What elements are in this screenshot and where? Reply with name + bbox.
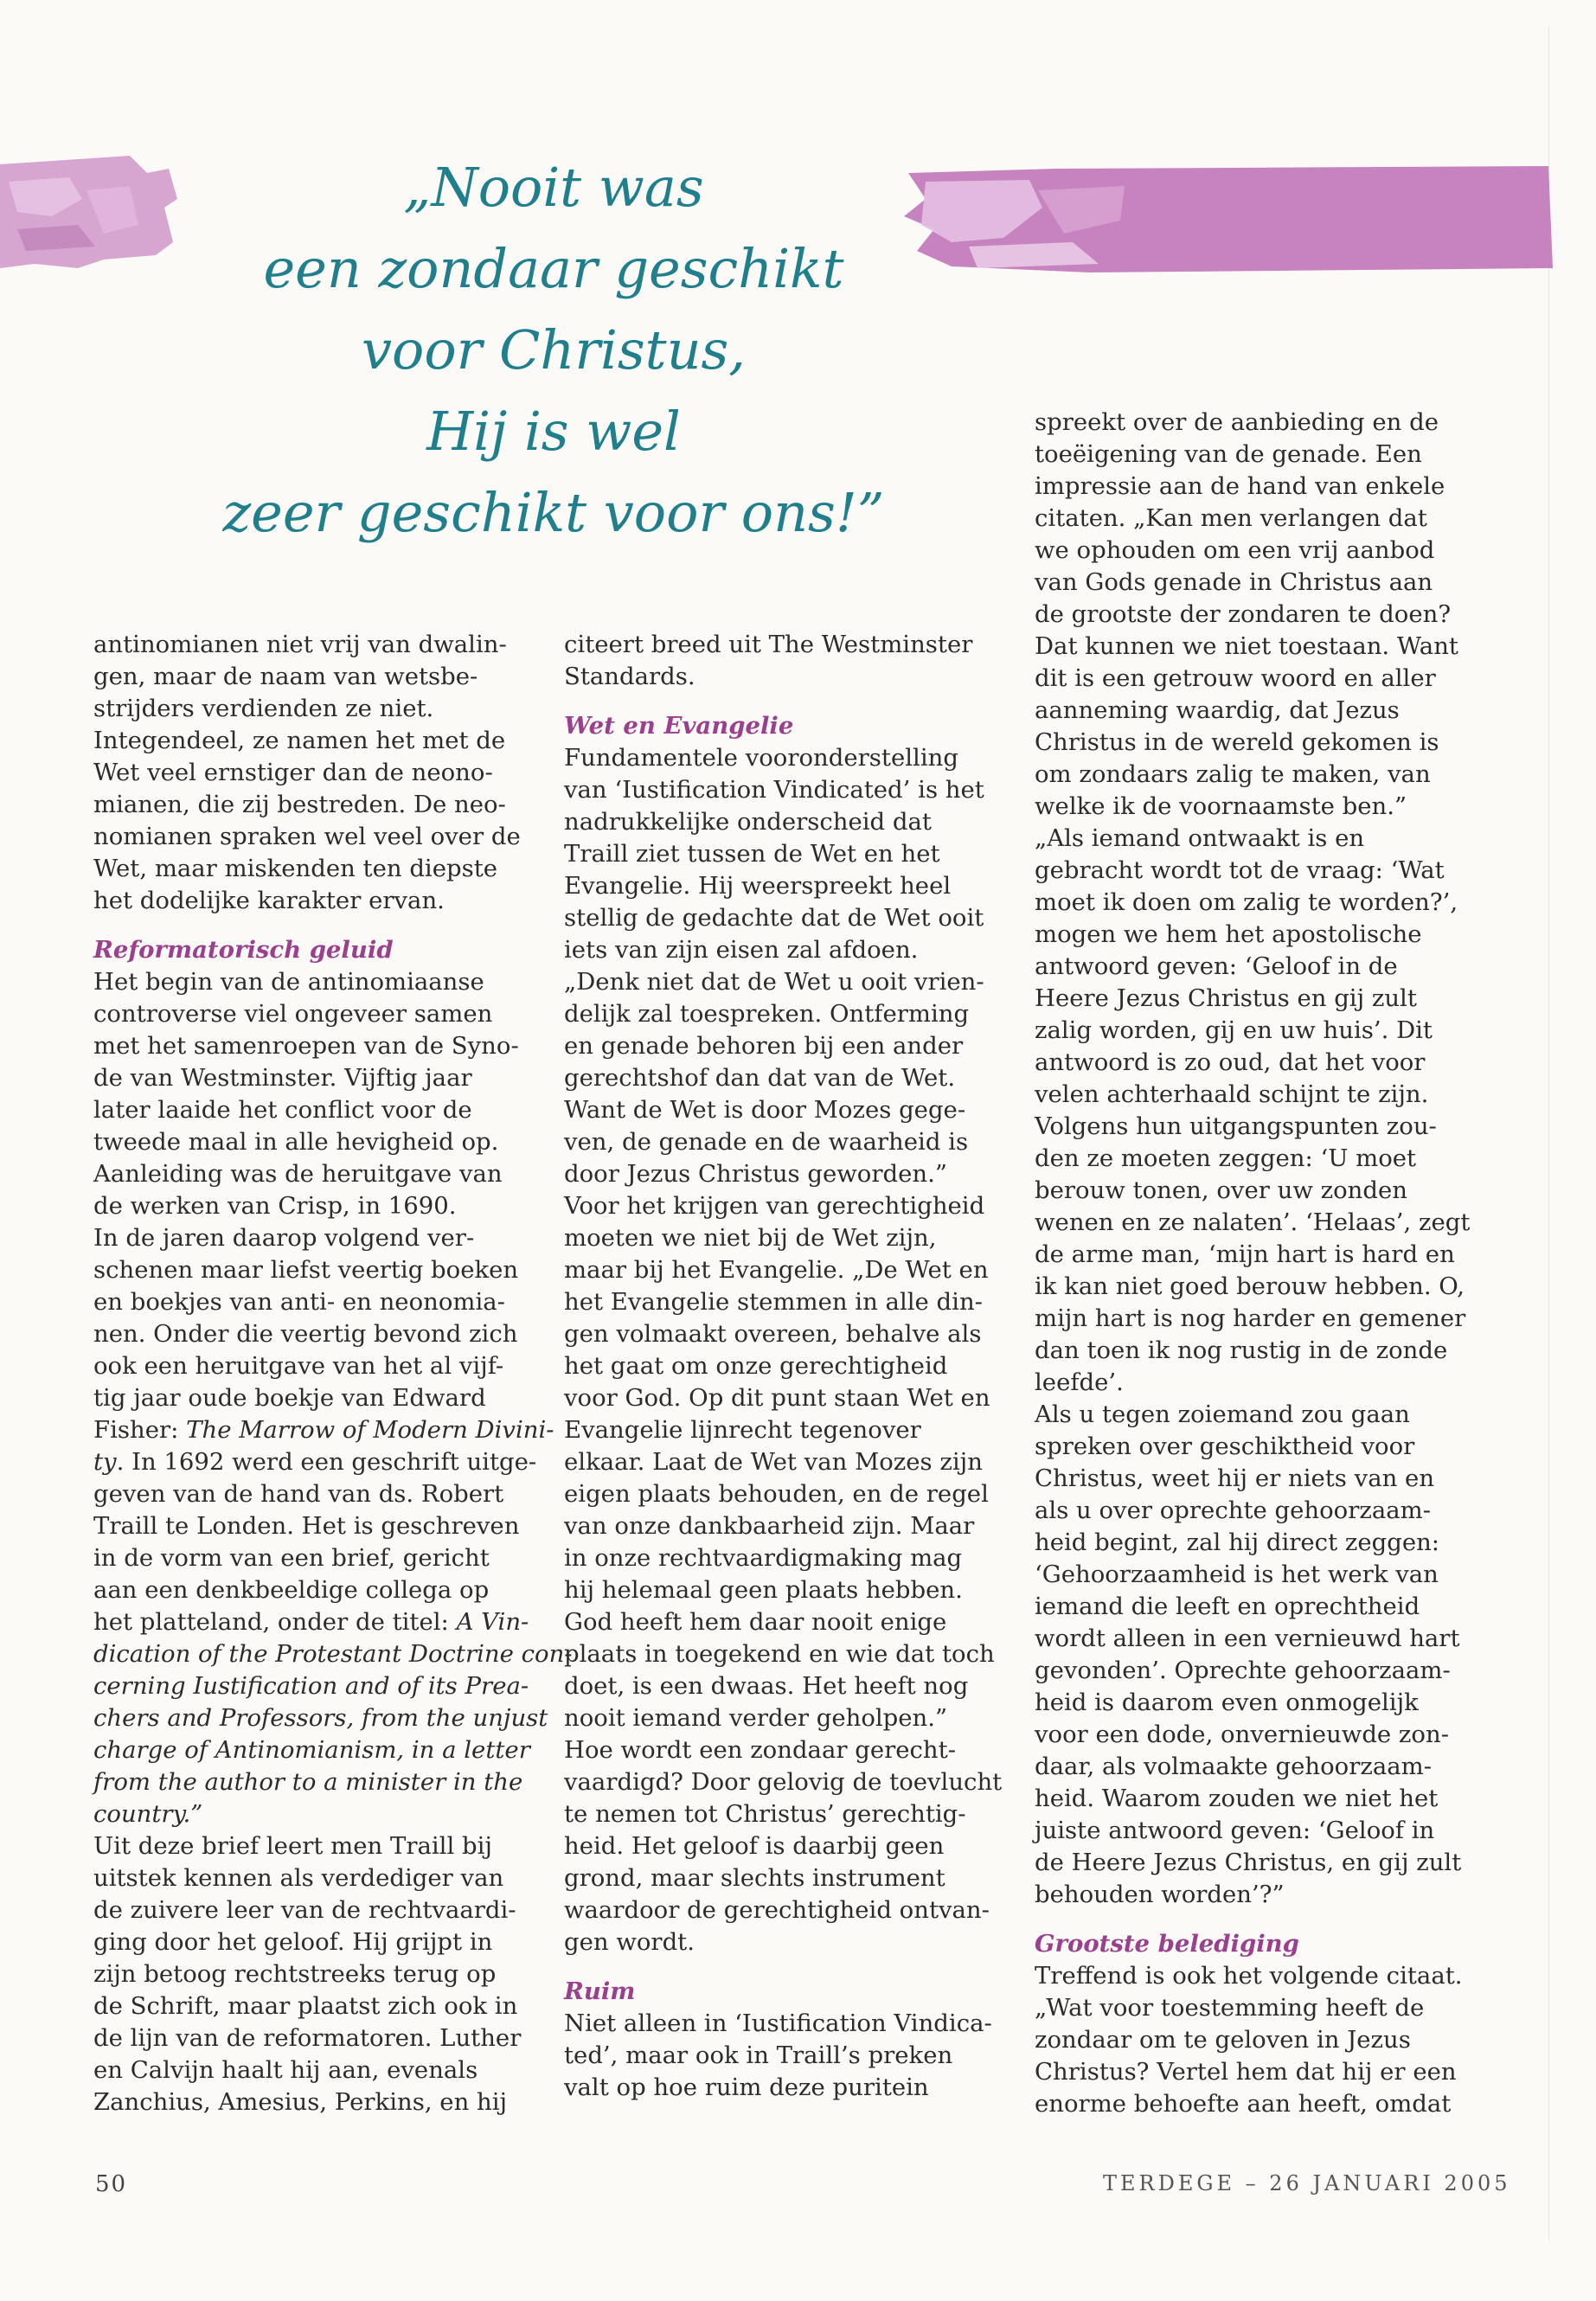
text-line: ging door het geloof. Hij grijpt in (93, 1928, 493, 1956)
text-line: gerechtshof dan dat van de Wet. (564, 1064, 956, 1092)
text-line: controverse viel ongeveer samen (93, 1000, 493, 1028)
text-line: van onze dankbaarheid zijn. Maar (564, 1512, 975, 1540)
text-line: berouw tonen, over uw zonden (1035, 1176, 1407, 1204)
text-line: de arme man, ‘mijn hart is hard en (1035, 1240, 1455, 1268)
text-line: elkaar. Laat de Wet van Mozes zijn (564, 1448, 983, 1476)
text-line: we ophouden om een vrij aanbod (1035, 536, 1435, 564)
text-line: met het samenroepen van de Syno- (93, 1032, 519, 1060)
text-line: de Heere Jezus Christus, en gij zult (1035, 1849, 1462, 1876)
text-line: de van Westminster. Vijftig jaar (93, 1064, 472, 1092)
text-line: daar, als volmaakte gehoorzaam- (1035, 1753, 1433, 1780)
page-edge (1548, 26, 1549, 2240)
text-line: nadrukkelijke onderscheid dat (564, 808, 932, 836)
text-line: zijn betoog rechtstreeks terug op (93, 1960, 497, 1988)
text-line: en Calvijn haalt hij aan, evenals (93, 2056, 478, 2084)
text-line: moet ik doen om zalig te worden?’, (1035, 888, 1458, 916)
text-line: de Schrift, maar plaatst zich ook in (93, 1992, 518, 2020)
text-line: God heeft hem daar nooit enige (564, 1608, 947, 1636)
text-line: antwoord is zo oud, dat het voor (1035, 1048, 1426, 1076)
text-line: de zuivere leer van de rechtvaardi- (93, 1896, 516, 1924)
text-line: maar bij het Evangelie. „De Wet en (564, 1256, 989, 1284)
page-number: 50 (95, 2171, 128, 2197)
text-line: Evangelie. Hij weerspreekt heel (564, 872, 952, 900)
text-line: in de vorm van een brief, gericht (93, 1544, 490, 1572)
text-line: geven van de hand van ds. Robert (93, 1480, 504, 1508)
column-1 (93, 629, 573, 2118)
quote-line: voor Christus, (361, 318, 747, 381)
text-line: tig jaar oude boekje van Edward (93, 1384, 486, 1412)
text-line: nomianen spraken wel veel over de (93, 823, 521, 850)
text-line (93, 1446, 537, 1478)
italic-text-line: chers and Professors, from the unjust (93, 1704, 548, 1732)
text-line: aanneming waardig, dat Jezus (1035, 696, 1400, 724)
text-line: door Jezus Christus geworden.” (564, 1160, 947, 1188)
text-line: Evangelie lijnrecht tegenover (564, 1416, 921, 1444)
text-line: voor een dode, onvernieuwde zon- (1035, 1721, 1449, 1748)
text-line: het Evangelie stemmen in alle din- (564, 1288, 983, 1316)
text-line (93, 1606, 529, 1638)
text-line: velen achterhaald schijnt te zijn. (1035, 1080, 1429, 1108)
text-line: ik kan niet goed berouw hebben. O, (1035, 1272, 1465, 1300)
text-line: hij helemaal geen plaats hebben. (564, 1576, 963, 1604)
text-line: ven, de genade en de waarheid is (564, 1128, 969, 1156)
text-line: ‘Gehoorzaamheid is het werk van (1035, 1561, 1439, 1588)
text-line: uitstek kennen als verdediger van (93, 1864, 504, 1892)
subheading: Ruim (564, 1977, 636, 2005)
text-line: gen, maar de naam van wetsbe- (93, 663, 478, 690)
text-line: Want de Wet is door Mozes gege- (564, 1096, 966, 1124)
italic-text-line: charge of Antinomianism, in a letter (93, 1736, 530, 1764)
text-line: „Als iemand ontwaakt is en (1035, 824, 1365, 852)
text-line: Uit deze brief leert men Traill bij (93, 1832, 492, 1860)
column-2 (564, 629, 1001, 2104)
quote-line: zeer geschikt voor ons!” (222, 481, 885, 544)
text-line: Christus in de wereld gekomen is (1035, 728, 1439, 756)
text-line: juiste antwoord geven: ‘Geloof in (1035, 1817, 1435, 1844)
quote-line: een zondaar geschikt (263, 237, 844, 300)
text-line: welke ik de voornaamste ben.” (1035, 792, 1407, 820)
text-line: antwoord geven: ‘Geloof in de (1035, 952, 1398, 980)
text-line: In de jaren daarop volgend ver- (93, 1224, 475, 1252)
subheading: Wet en Evangelie (564, 712, 794, 740)
text-line: gen wordt. (564, 1928, 695, 1956)
text-line: Dat kunnen we niet toestaan. Want (1035, 632, 1458, 660)
quote-line: „Nooit was (403, 156, 704, 219)
text-line: Het begin van de antinomiaanse (93, 968, 484, 996)
text-line: Voor het krijgen van gerechtigheid (564, 1192, 985, 1220)
text-line: heid. Het geloof is daarbij geen (564, 1832, 945, 1860)
text-line: valt op hoe ruim deze puritein (564, 2073, 929, 2101)
text-line: doet, is een dwaas. Het heeft nog (564, 1672, 969, 1700)
text-line: Aanleiding was de heruitgave van (93, 1160, 503, 1188)
text-line: in onze rechtvaardigmaking mag (564, 1544, 963, 1572)
text-line: behouden worden’?” (1035, 1881, 1285, 1908)
italic-text-line: dication of the Protestant Doctrine con- (93, 1640, 573, 1668)
quote-line: Hij is wel (426, 400, 681, 463)
text-line: en genade behoren bij een ander (564, 1032, 964, 1060)
text-line: zondaar om te geloven in Jezus (1035, 2026, 1411, 2054)
italic-text-line: country.” (93, 1800, 203, 1828)
subheading: Reformatorisch geluid (93, 936, 394, 964)
text-line: Traill ziet tussen de Wet en het (564, 840, 940, 868)
text-line: Als u tegen zoiemand zou gaan (1035, 1400, 1410, 1428)
text-line: heid is daarom even onmogelijk (1035, 1689, 1419, 1716)
text-line: iets van zijn eisen zal afdoen. (564, 936, 919, 964)
text-line: spreekt over de aanbieding en de (1035, 408, 1439, 436)
text-line (93, 1414, 554, 1446)
text-line: de lijn van de reformatoren. Luther (93, 2024, 522, 2052)
text-line: Heere Jezus Christus en gij zult (1035, 984, 1417, 1012)
italic-text-line: from the author to a minister in the (93, 1768, 523, 1796)
text-line: Fundamentele vooronderstelling (564, 744, 958, 772)
text-line: wenen en ze nalaten’. ‘Helaas’, zegt (1035, 1208, 1471, 1236)
publication-footer: TERDEGE – 26 JANUARI 2005 (1103, 2171, 1511, 2195)
text-line: gen volmaakt overeen, behalve als (564, 1320, 982, 1348)
text-line: Niet alleen in ‘Iustification Vindica- (564, 2009, 992, 2037)
text-line: eigen plaats behouden, en de regel (564, 1480, 989, 1508)
text-line: Traill te Londen. Het is geschreven (93, 1512, 520, 1540)
text-line: citaten. „Kan men verlangen dat (1035, 504, 1427, 532)
text-run: Fisher: (93, 1416, 187, 1444)
text-line: het gaat om onze gerechtigheid (564, 1352, 948, 1380)
text-line: enorme behoefte aan heeft, omdat (1035, 2090, 1452, 2118)
text-line: citeert breed uit The Westminster (564, 631, 973, 658)
text-line: leefde’. (1035, 1368, 1124, 1396)
text-line: nen. Onder die veertig bevond zich (93, 1320, 518, 1348)
text-line: mijn hart is nog harder en gemener (1035, 1304, 1466, 1332)
text-line: later laaide het conflict voor de (93, 1096, 472, 1124)
text-line: nooit iemand verder geholpen.” (564, 1704, 948, 1732)
text-line: tweede maal in alle hevigheid op. (93, 1128, 499, 1156)
text-line: stellig de gedachte dat de Wet ooit (564, 904, 984, 932)
text-line: delijk zal toespreken. Ontferming (564, 1000, 970, 1028)
text-line: den ze moeten zeggen: ‘U moet (1035, 1144, 1417, 1172)
text-line: van Gods genade in Christus aan (1035, 568, 1433, 596)
text-line: Christus, weet hij er niets van en (1035, 1465, 1435, 1492)
text-line: de werken van Crisp, in 1690. (93, 1192, 457, 1220)
text-run: . In 1692 werd een geschrift uitge- (116, 1448, 537, 1476)
text-line: heid begint, zal hij direct zeggen: (1035, 1529, 1440, 1556)
book-title: The Marrow of Modern Divini- (186, 1416, 554, 1444)
text-line: aan een denkbeeldige collega op (93, 1576, 490, 1604)
text-line: plaats in toegekend en wie dat toch (564, 1640, 995, 1668)
brush-stroke-left (0, 147, 182, 277)
text-line: Wet veel ernstiger dan de neono- (93, 759, 493, 786)
text-line: mianen, die zij bestreden. De neo- (93, 791, 506, 818)
text-line: gevonden’. Oprechte gehoorzaam- (1035, 1657, 1451, 1684)
text-line: en boekjes van anti- en neonomia- (93, 1288, 505, 1316)
book-title: ty (93, 1448, 117, 1476)
subheading: Grootste belediging (1035, 1930, 1299, 1958)
text-line: van ‘Iustification Vindicated’ is het (564, 776, 984, 804)
text-line: Hoe wordt een zondaar gerecht- (564, 1736, 956, 1764)
text-line: het dodelijke karakter ervan. (93, 887, 445, 914)
text-line: wordt alleen in een vernieuwd hart (1035, 1625, 1460, 1652)
text-line: als u over oprechte gehoorzaam- (1035, 1497, 1432, 1524)
pull-quote (190, 147, 917, 554)
text-line: Christus? Vertel hem dat hij er een (1035, 2058, 1457, 2086)
text-line: dit is een getrouw woord en aller (1035, 664, 1436, 692)
text-line: de grootste der zondaren te doen? (1035, 600, 1452, 628)
text-line: antinomianen niet vrij van dwalin- (93, 631, 507, 658)
text-line: te nemen tot Christus’ gerechtig- (564, 1800, 966, 1828)
text-line: vaardigd? Door gelovig de toevlucht (564, 1768, 1003, 1796)
text-line: moeten we niet bij de Wet zijn, (564, 1224, 937, 1252)
text-line: Integendeel, ze namen het met de (93, 727, 506, 754)
book-title: A Vin- (456, 1608, 529, 1636)
text-line: Wet, maar miskenden ten diepste (93, 855, 498, 882)
text-line: voor God. Op dit punt staan Wet en (564, 1384, 990, 1412)
text-line: Zanchius, Amesius, Perkins, en hij (93, 2088, 508, 2116)
text-line: heid. Waarom zouden we niet het (1035, 1785, 1439, 1812)
text-line: om zondaars zalig te maken, van (1035, 760, 1431, 788)
text-line: ted’, maar ook in Traill’s preken (564, 2041, 953, 2069)
text-line: ook een heruitgave van het al vijf- (93, 1352, 504, 1380)
text-line: zalig worden, gij en uw huis’. Dit (1035, 1016, 1433, 1044)
italic-text-line: cerning Iustification and of its Prea- (93, 1672, 529, 1700)
text-line: Volgens hun uitgangspunten zou- (1035, 1112, 1437, 1140)
text-line: iemand die leeft en oprechtheid (1035, 1593, 1420, 1620)
text-line: „Denk niet dat de Wet u ooit vrien- (564, 968, 984, 996)
text-run: het platteland, onder de titel: (93, 1608, 457, 1636)
text-line: dan toen ik nog rustig in de zonde (1035, 1336, 1448, 1364)
column-3 (1035, 407, 1476, 2120)
text-line: grond, maar slechts instrument (564, 1864, 945, 1892)
brush-stroke-right (900, 156, 1553, 277)
text-line: toeëigening van de genade. Een (1035, 440, 1422, 468)
text-line: waardoor de gerechtigheid ontvan- (564, 1896, 990, 1924)
text-line: impressie aan de hand van enkele (1035, 472, 1445, 500)
text-line: „Wat voor toestemming heeft de (1035, 1994, 1425, 2022)
text-line: spreken over geschiktheid voor (1035, 1433, 1415, 1460)
text-line: Standards. (564, 663, 695, 690)
text-line: gebracht wordt tot de vraag: ‘Wat (1035, 856, 1445, 884)
text-line: strijders verdienden ze niet. (93, 695, 434, 722)
text-line: mogen we hem het apostolische (1035, 920, 1422, 948)
text-line: Treffend is ook het volgende citaat. (1035, 1962, 1463, 1990)
text-line: schenen maar liefst veertig boeken (93, 1256, 519, 1284)
